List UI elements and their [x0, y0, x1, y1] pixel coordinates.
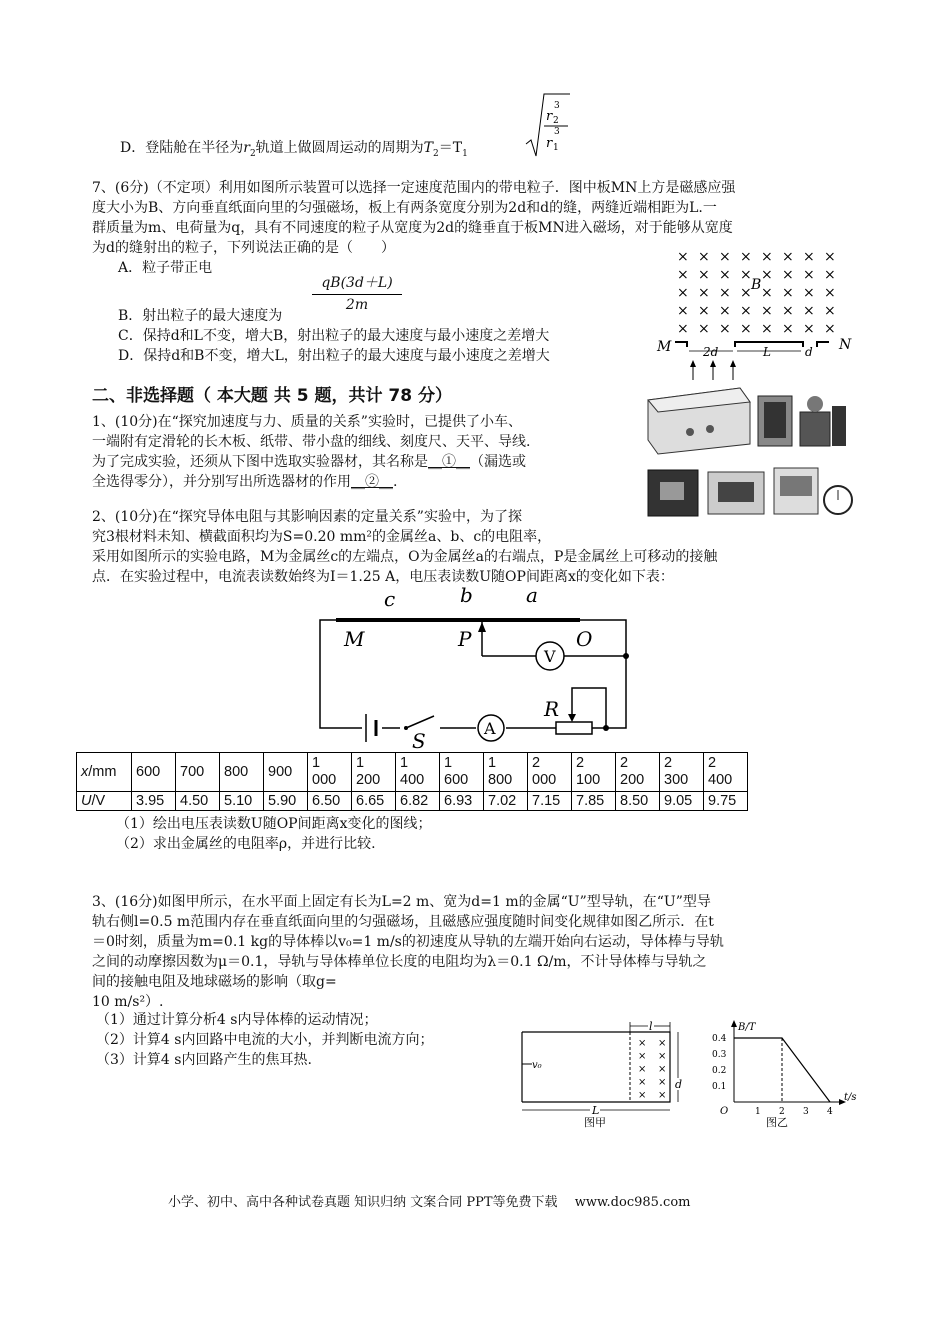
table-cell: 800	[220, 753, 264, 792]
q7-line-3: 群质量为m、电荷量为q，具有不同速度的粒子从宽度为2d的缝垂直于板MN进入磁场，对于能够从宽度	[92, 220, 733, 236]
row-label-u: U/V	[77, 792, 132, 811]
p2-line-3: 采用如图所示的实验电路，M为金属丝c的左端点，O为金属丝a的右端点，P是金属丝上可移动的接触	[92, 549, 718, 565]
p2-line-2: 究3根材料未知、横截面积均为S=0.20 mm²的金属丝a、b、c的电阻率，	[92, 529, 552, 545]
ammeter-A: A	[484, 719, 496, 738]
origin: O	[720, 1106, 729, 1117]
blank-1: __①__	[428, 454, 470, 470]
label-O: O	[576, 627, 593, 651]
p3-sub-2: （2）计算4 s内回路中电流的大小，并判断电流方向；	[96, 1032, 434, 1048]
sqrt-formula	[524, 92, 574, 162]
field-cross: ×	[719, 303, 731, 319]
y-tick-label: 0.2	[712, 1066, 727, 1076]
label-2d: 2d	[703, 345, 719, 359]
q7-option-d: D．保持d和B不变，增大L，射出粒子的最大速度与最小速度之差增大	[118, 348, 550, 364]
xlabel: t/s	[844, 1092, 857, 1103]
y-tick-label: 0.4	[712, 1034, 727, 1044]
label-N: N	[839, 337, 852, 353]
table-cell: 5.10	[220, 792, 264, 811]
svg-text:3: 3	[554, 101, 560, 111]
x-tick-label: 4	[827, 1107, 833, 1117]
figure-jia	[518, 1018, 698, 1130]
field-cross: ×	[677, 267, 689, 283]
table-cell: 7.85	[572, 792, 616, 811]
p3-line-1: 3、(16分)如图甲所示，在水平面上固定有长为L=2 m、宽为d=1 m的金属“U”型导轨，在“U”型导	[92, 894, 711, 910]
field-cross: ×	[677, 321, 689, 337]
table-cell: 2 000	[528, 753, 572, 792]
field-cross: ×	[698, 267, 710, 283]
p3-line-6: 10 m/s²）.	[92, 994, 164, 1010]
table-cell: 8.50	[616, 792, 660, 811]
field-cross: ×	[803, 267, 815, 283]
field-cross: ×	[698, 321, 710, 337]
label-M: M	[344, 627, 365, 651]
figure-yi	[708, 1018, 868, 1130]
field-cross: ×	[803, 321, 815, 337]
option-d-q6: D．登陆舱在半径为$r_2$轨道上做圆周运动的周期为$T_2=T_1$	[120, 140, 468, 159]
p2-sub-2: （2）求出金属丝的电阻率ρ，并进行比较.	[116, 836, 376, 852]
field-cross: ×	[740, 267, 752, 283]
p3-line-5: 间的接触电阻及地球磁场的影响（取g=	[92, 974, 337, 990]
field-cross: ×	[658, 1051, 667, 1062]
table-cell: 2 300	[660, 753, 704, 792]
field-cross: ×	[638, 1064, 647, 1075]
label-c: c	[384, 587, 396, 611]
field-cross: ×	[698, 285, 710, 301]
field-cross: ×	[782, 249, 794, 265]
field-cross: ×	[658, 1038, 667, 1049]
q7-option-a: A．粒子带正电	[118, 260, 213, 276]
p3-sub-1: （1）通过计算分析4 s内导体棒的运动情况；	[96, 1012, 378, 1028]
table-cell: 600	[132, 753, 176, 792]
label-R: R	[544, 697, 560, 721]
row-label-x: x/mm	[77, 753, 132, 792]
table-cell: 700	[176, 753, 220, 792]
q7-line-4: 为d的缝射出的粒子，下列说法正确的是（ ）	[92, 240, 395, 256]
field-cross: ×	[719, 267, 731, 283]
table-cell: 9.75	[704, 792, 748, 811]
table-cell: 9.05	[660, 792, 704, 811]
field-cross: ×	[719, 321, 731, 337]
field-cross: ×	[698, 303, 710, 319]
q7-line-1: 7、(6分)（不定项）利用如图所示装置可以选择一定速度范围内的带电粒子．图中板MN上方是磁感应强	[92, 180, 736, 196]
p3-line-3: ＝0时刻，质量为m=0.1 kg的导体棒以v₀=1 m/s的初速度从导轨的左端开始向右运动，导体棒与导轨	[92, 934, 724, 950]
field-cross: ×	[761, 303, 773, 319]
table-cell: 2 100	[572, 753, 616, 792]
p2-line-4: 点．在实验过程中，电流表读数始终为I＝1.25 A，电压表读数U随OP间距离x的变化如下表：	[92, 569, 674, 585]
table-cell: 1 600	[440, 753, 484, 792]
label-v0: v₀	[532, 1060, 542, 1071]
field-cross: ×	[761, 285, 773, 301]
p3-line-2: 轨右侧l=0.5 m范围内存在垂直纸面向里的匀强磁场，且磁感应强度随时间变化规律如图乙所示．在t	[92, 914, 714, 930]
label-L: L	[592, 1104, 600, 1117]
label-d: d	[805, 345, 813, 359]
field-cross: ×	[761, 267, 773, 283]
label-B: B	[751, 277, 762, 293]
footer: 小学、初中、高中各种试卷真题 知识归纳 文案合同 PPT等免费下载 www.doc985.com	[168, 1195, 691, 1210]
q7-fraction: qB(3d＋L) 2m	[312, 272, 402, 313]
section-2-title: 二、非选择题（ 本大题 共 5 题，共计 78 分）	[92, 386, 452, 406]
field-cross: ×	[677, 303, 689, 319]
field-cross: ×	[638, 1090, 647, 1101]
field-cross: ×	[782, 321, 794, 337]
table-cell: 1 200	[352, 753, 396, 792]
field-cross: ×	[658, 1077, 667, 1088]
q7-magnetic-field-figure	[655, 245, 855, 385]
field-cross: ×	[638, 1077, 647, 1088]
caption-yi: 图乙	[766, 1116, 788, 1129]
table-cell: 6.65	[352, 792, 396, 811]
label-d: d	[675, 1078, 683, 1091]
label-L: L	[763, 345, 771, 359]
q7-option-c: C．保持d和L不变，增大B，射出粒子的最大速度与最小速度之差增大	[118, 328, 550, 344]
field-cross: ×	[638, 1051, 647, 1062]
y-tick-label: 0.3	[712, 1050, 727, 1060]
table-cell: 1 000	[308, 753, 352, 792]
table-cell: 1 800	[484, 753, 528, 792]
field-crosses	[677, 249, 836, 337]
field-cross: ×	[824, 267, 836, 283]
equipment-figure	[640, 382, 860, 522]
field-cross: ×	[782, 303, 794, 319]
field-cross: ×	[824, 249, 836, 265]
table-cell: 4.50	[176, 792, 220, 811]
p1-line-4: 全选得零分），并分别写出所选器材的作用__②__.	[92, 474, 398, 490]
q7-option-b: B．射出粒子的最大速度为	[118, 308, 283, 324]
field-cross: ×	[719, 249, 731, 265]
field-cross: ×	[824, 285, 836, 301]
field-cross: ×	[824, 303, 836, 319]
label-b: b	[460, 583, 473, 607]
field-cross: ×	[658, 1090, 667, 1101]
field-cross: ×	[740, 303, 752, 319]
table-cell: 1 400	[396, 753, 440, 792]
p2-sub-1: （1）绘出电压表读数U随OP间距离x变化的图线；	[116, 816, 432, 832]
p2-line-1: 2、(10分)在“探究导体电阻与其影响因素的定量关系”实验中，为了探	[92, 509, 522, 525]
table-cell: 6.93	[440, 792, 484, 811]
table-row-x	[77, 753, 748, 792]
table-cell: 7.02	[484, 792, 528, 811]
p1-line-3: 为了完成实验，还须从下图中选取实验器材，其名称是__①__（漏选或	[92, 454, 526, 470]
label-M: M	[657, 339, 672, 355]
circuit-diagram	[300, 582, 640, 750]
field-cross: ×	[719, 285, 731, 301]
field-cross: ×	[803, 285, 815, 301]
field-cross: ×	[761, 321, 773, 337]
field-cross: ×	[761, 249, 773, 265]
p1-line-2: 一端附有定滑轮的长木板、纸带、带小盘的细线、刻度尺、天平、导线.	[92, 434, 531, 450]
table-cell: 6.82	[396, 792, 440, 811]
table-row-u	[77, 792, 748, 811]
table-cell: 6.50	[308, 792, 352, 811]
caption-jia: 图甲	[584, 1116, 606, 1129]
blank-2: __②__	[351, 474, 393, 490]
p1-line-1: 1、(10分)在“探究加速度与力、质量的关系”实验时，已提供了小车、	[92, 414, 522, 430]
field-cross: ×	[740, 321, 752, 337]
svg-text:2: 2	[553, 116, 559, 126]
data-table	[76, 752, 748, 811]
svg-text:3: 3	[554, 127, 560, 137]
field-cross: ×	[638, 1038, 647, 1049]
field-cross: ×	[677, 285, 689, 301]
x-tick-label: 3	[803, 1107, 809, 1117]
field-cross: ×	[803, 303, 815, 319]
ylabel: B/T	[738, 1022, 756, 1033]
label-S: S	[412, 729, 426, 750]
table-cell: 3.95	[132, 792, 176, 811]
field-cross: ×	[824, 321, 836, 337]
field-cross: ×	[782, 267, 794, 283]
voltmeter-V: V	[544, 647, 556, 666]
field-cross: ×	[782, 285, 794, 301]
table-cell: 2 400	[704, 753, 748, 792]
x-tick-label: 2	[779, 1107, 785, 1117]
q7-line-2: 度大小为B、方向垂直纸面向里的匀强磁场，板上有两条宽度分别为2d和d的缝，两缝近端相距为L.一	[92, 200, 717, 216]
table-cell: 5.90	[264, 792, 308, 811]
sqrt-den: r	[546, 136, 553, 151]
y-tick-label: 0.1	[712, 1082, 727, 1092]
p3-sub-3: （3）计算4 s内回路产生的焦耳热.	[96, 1052, 312, 1068]
table-cell: 7.15	[528, 792, 572, 811]
label-a: a	[526, 583, 538, 607]
table-cell: 900	[264, 753, 308, 792]
svg-text:1: 1	[553, 143, 559, 153]
p3-line-4: 之间的动摩擦因数为μ＝0.1，导轨与导体棒单位长度的电阻均为λ＝0.1 Ω/m，不计导体棒与导轨之	[92, 954, 707, 970]
field-cross: ×	[740, 249, 752, 265]
label-P: P	[458, 627, 472, 651]
x-tick-label: 1	[755, 1107, 761, 1117]
sqrt-num: r	[546, 109, 553, 124]
table-cell: 2 200	[616, 753, 660, 792]
field-cross: ×	[698, 249, 710, 265]
field-cross: ×	[740, 285, 752, 301]
label-l: l	[649, 1020, 653, 1033]
field-cross: ×	[658, 1064, 667, 1075]
field-cross: ×	[677, 249, 689, 265]
field-cross: ×	[803, 249, 815, 265]
